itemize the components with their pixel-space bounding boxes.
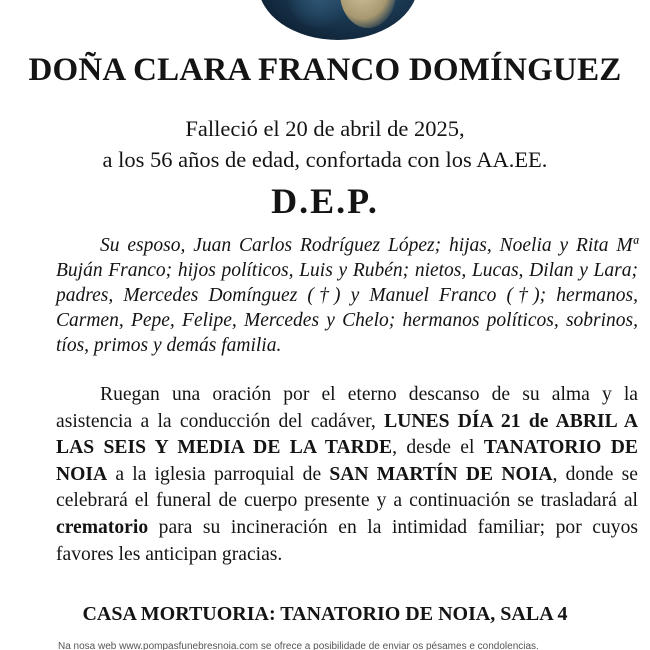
crematorium-word: crematorio [56,516,149,538]
funeral-home-line: CASA MORTUORIA: TANATORIO DE NOIA, SALA 4 [82,603,568,625]
request-text-4: , donde se celebrará el funeral de cuerpo presente y a continuación se trasladará al [56,463,638,512]
photo-hair [340,0,396,28]
request-text-2: , desde el [392,437,484,459]
request-text-5: para su incineración en la intimidad familiar; por cuyos favores les anticipan gracias. [56,516,638,565]
deceased-photo [258,0,418,40]
age-line: a los 56 años de edad, confortada con los AA.EE. [102,147,548,172]
request-text-1: Ruegan una oración por el eterno descanso de su alma y la asistencia a la conducción del cadáver, [56,384,638,432]
funeral-date-time: LUNES DÍA 21 de ABRIL A LAS SEIS Y MEDIA DE LA TARDE [56,410,638,459]
origin-place: TANATORIO DE NOIA [56,437,638,485]
footer-note: Na nosa web www.pompasfunebresnoia.com se ofrece a posibilidade de enviar os pésames e condolencias. [58,641,539,650]
request-text-3: a la iglesia parroquial de [107,463,330,485]
dep-heading: D.E.P. [271,181,379,221]
family-paragraph: Su esposo, Juan Carlos Rodríguez López; hijas, Noelia y Rita Mª Buján Franco; hijos políticos, Luis y Rubén; nietos, Lucas, Dilan y Lara; padres, Mercedes Domínguez (†) y Manuel Franco (†); hermanos, Carmen, Pepe, Felipe, Mercedes y Chelo; hermanos políticos, sobrinos, tíos, primos y demás familia. [56,235,638,356]
photo-shadow [288,0,348,28]
deceased-name: DOÑA CLARA FRANCO DOMÍNGUEZ [28,52,622,88]
death-date-line: Falleció el 20 de abril de 2025, [185,116,465,141]
request-paragraph [56,382,638,568]
church-name: SAN MARTÍN DE NOIA [329,463,553,485]
